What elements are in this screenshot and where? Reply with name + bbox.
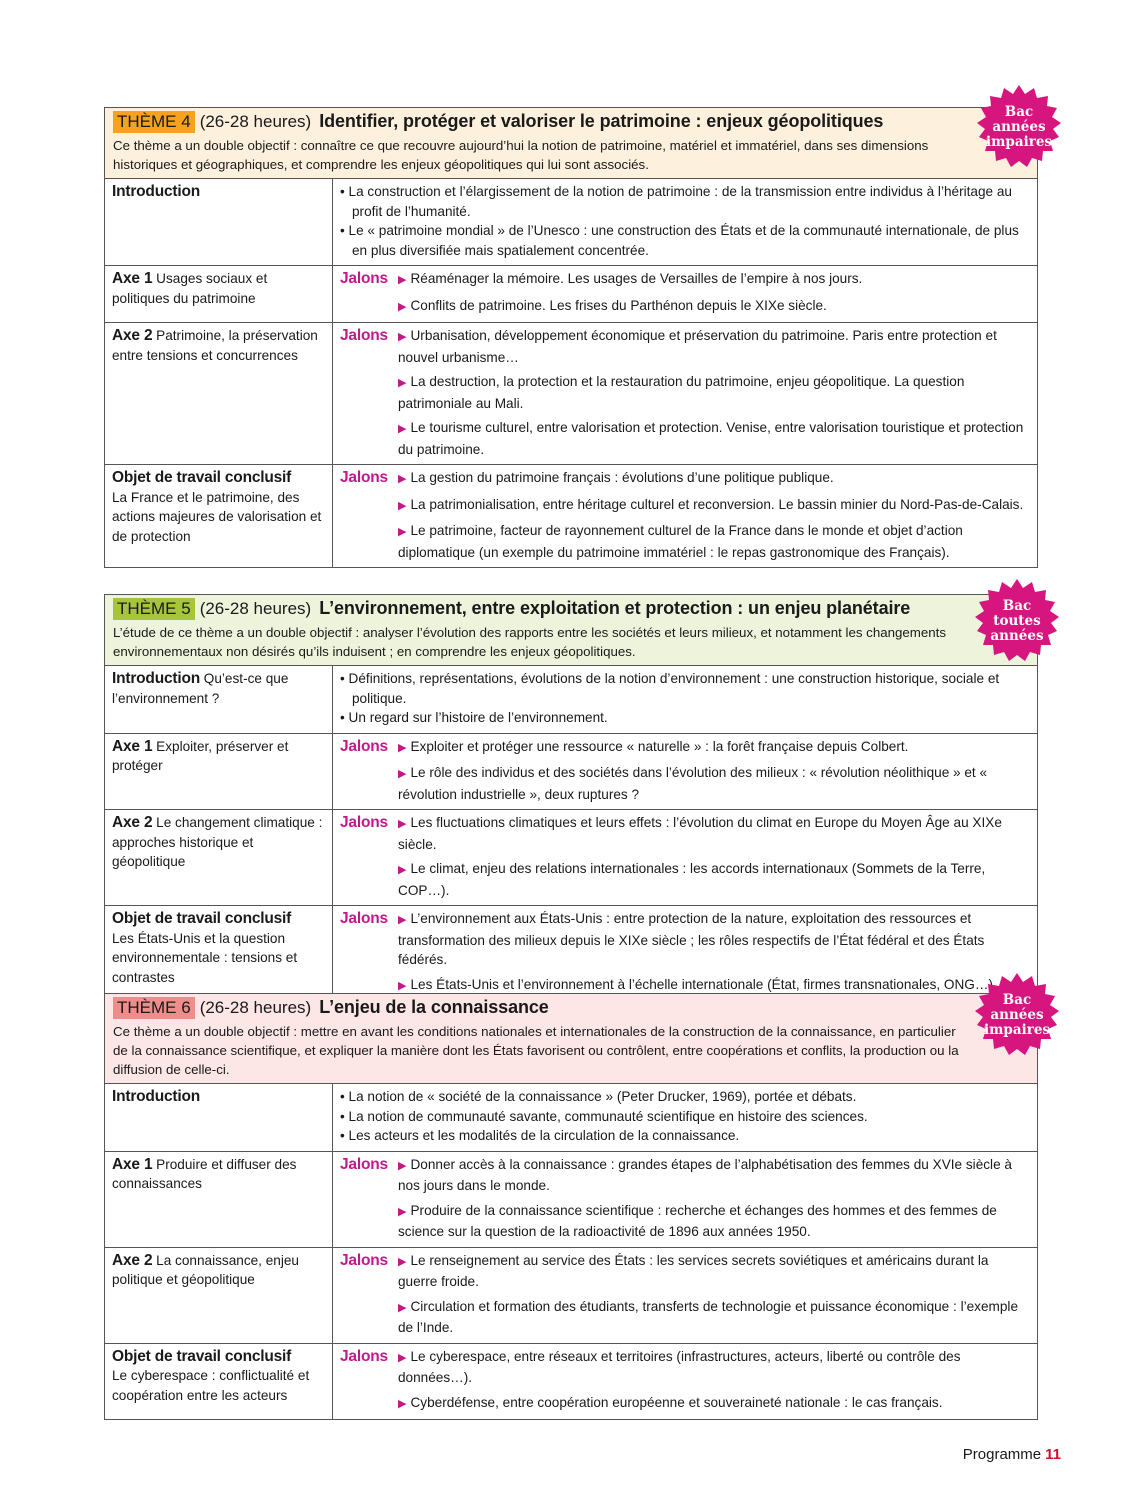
triangle-icon: ▶ [398, 741, 407, 754]
jalons-label: Jalons [340, 469, 388, 486]
theme-tag: THÈME 6 [113, 997, 195, 1019]
list-item: ▶ Le renseignement au service des États : les services secrets soviétiques et américains durant la guerre froide. [398, 1252, 989, 1289]
row-subtitle: Qu’est-ce que l’environnement ? [112, 671, 289, 706]
row-subtitle: Le changement climatique : approches historique et géopolitique [112, 815, 323, 869]
table-row [105, 1343, 1038, 1420]
theme-hours: (26-28 heures) [199, 998, 312, 1017]
row-subtitle: Le cyberespace : conflictualité et coopération entre les acteurs [112, 1368, 310, 1403]
list-item: ▶ Cyberdéfense, entre coopération européenne et souveraineté nationale : le cas français. [398, 1394, 943, 1410]
bac-badge [974, 972, 1060, 1058]
badge-text: Bac années impaires [985, 103, 1053, 150]
triangle-icon: ▶ [398, 1351, 407, 1364]
row-subtitle: La France et le patrimoine, des actions majeures de valorisation et de protection [112, 489, 322, 544]
row-subtitle: Usages sociaux et politiques du patrimoine [112, 271, 268, 306]
triangle-icon: ▶ [398, 526, 407, 538]
triangle-icon: ▶ [398, 274, 407, 286]
list-item: ▶ Produire de la connaissance scientifique : recherche et échanges des hommes et des femmes de science sur la question de la radioactivité de 1896 aux années 1950. [398, 1202, 997, 1239]
intro-bullet: • Les acteurs et les modalités de la circulation de la connaissance. [340, 1128, 740, 1143]
triangle-icon: ▶ [398, 499, 407, 512]
jalons-label: Jalons [340, 1347, 388, 1365]
table-row [105, 810, 1038, 906]
row-heading: Axe 1 [112, 737, 153, 755]
theme-4 [104, 107, 1038, 568]
theme-tag: THÈME 4 [113, 111, 195, 133]
list-item: ▶ Réaménager la mémoire. Les usages de Versailles de l’empire à nos jours. [398, 271, 863, 286]
list-item: ▶ Les fluctuations climatiques et leurs effets : l’évolution du climat en Europe du Moyen Âge au XIXe siècle. [398, 815, 1002, 852]
triangle-icon: ▶ [398, 1397, 407, 1410]
jalons-label: Jalons [340, 1155, 388, 1173]
list-item: ▶ Le rôle des individus et des sociétés dans l’évolution des milieux : « révolution néolithique » et « révolution industrielle », deux ruptures ? [398, 765, 988, 802]
triangle-icon: ▶ [398, 1205, 407, 1218]
list-item: ▶ Conflits de patrimoine. Les frises du Parthénon depuis le XIXe siècle. [398, 297, 827, 313]
triangle-icon: ▶ [398, 768, 407, 780]
list-item: ▶ La gestion du patrimoine français : évolutions d’une politique publique. [398, 470, 834, 485]
table-row [105, 1151, 1038, 1247]
row-heading: Axe 1 [112, 270, 153, 287]
jalons-label: Jalons [340, 270, 388, 287]
theme-header [104, 107, 1038, 178]
row-subtitle: Produire et diffuser des connaissances [112, 1156, 297, 1191]
theme-table [104, 665, 1038, 1002]
theme-tag: THÈME 5 [113, 598, 195, 620]
triangle-icon: ▶ [398, 1159, 407, 1172]
row-subtitle: Les États-Unis et la question environnementale : tensions et contrastes [112, 930, 298, 985]
list-item: ▶ La destruction, la protection et la restauration du patrimoine, enjeu géopolitique. La question patrimoniale au Mali. [398, 374, 965, 411]
theme-6 [104, 993, 1038, 1420]
table-row [105, 733, 1038, 810]
bac-badge [976, 84, 1062, 170]
theme-title: L’enjeu de la connaissance [319, 997, 549, 1017]
triangle-icon: ▶ [398, 1255, 407, 1268]
triangle-icon: ▶ [398, 331, 407, 343]
intro-bullet: • Un regard sur l’histoire de l’environnement. [340, 710, 608, 725]
theme-header [104, 993, 1038, 1083]
theme-header [104, 594, 1038, 665]
list-item: ▶ Urbanisation, développement économique et préservation du patrimoine. Paris entre protection et nouvel urbanisme… [398, 328, 997, 365]
intro-bullet: • Le « patrimoine mondial » de l’Unesco : une construction des États et de la communauté internationale, de plus en plus diversifiée mais spatialement concentrée. [340, 223, 1019, 258]
list-item: ▶ Le cyberespace, entre réseaux et territoires (infrastructures, acteurs, liberté ou contrôle des données…). [398, 1348, 961, 1385]
footer-label: Programme [962, 1446, 1042, 1463]
triangle-icon: ▶ [398, 979, 407, 992]
intro-bullet: • La construction et l’élargissement de la notion de patrimoine : de la transmission entre individus à l’héritage au profit de l’humanité. [340, 184, 1012, 219]
table-row [105, 179, 1038, 266]
row-heading: Introduction [112, 183, 200, 200]
badge-text: Bac toutes années [990, 597, 1044, 644]
row-heading: Objet de travail conclusif [112, 1347, 292, 1365]
triangle-icon: ▶ [398, 423, 407, 435]
list-item: ▶ Exploiter et protéger une ressource « naturelle » : la forêt française depuis Colbert. [398, 738, 909, 754]
triangle-icon: ▶ [398, 1301, 407, 1314]
list-item: ▶ Le tourisme culturel, entre valorisation et protection. Venise, entre valorisation touristique et protection du patrimoine. [398, 420, 1024, 457]
badge-text: Bac années impaires [983, 991, 1051, 1038]
page-number: 11 [1045, 1446, 1061, 1463]
row-heading: Axe 1 [112, 1155, 153, 1173]
list-item: ▶ La patrimonialisation, entre héritage culturel et reconversion. Le bassin minier du Nord-Pas-de-Calais. [398, 496, 1024, 512]
list-item: ▶ L’environnement aux États-Unis : entre protection de la nature, exploitation des ressources et transformation des milieux depuis le XIXe siècle ; les rôles respectifs de l’État fédéral et des États fédérés. [398, 911, 985, 967]
list-item: ▶ Circulation et formation des étudiants, transferts de technologie et puissance économique : l’exemple de l’Inde. [398, 1298, 1018, 1335]
theme-description: Ce thème a un double objectif : connaître ce que recouvre aujourd’hui la notion de patrimoine, matériel et immatériel, dans ses dimensions historiques et géographiques, et comprendre les enjeux géopolitiques qui lui sont associés. [113, 138, 929, 172]
triangle-icon: ▶ [398, 914, 407, 926]
bac-badge [974, 578, 1060, 664]
jalons-label: Jalons [340, 814, 388, 831]
row-subtitle: Exploiter, préserver et protéger [112, 738, 289, 773]
row-heading: Axe 2 [112, 327, 153, 344]
jalons-label: Jalons [340, 737, 388, 755]
row-heading: Axe 2 [112, 1251, 153, 1269]
triangle-icon: ▶ [398, 473, 407, 485]
triangle-icon: ▶ [398, 864, 407, 876]
intro-bullet: • La notion de communauté savante, communauté scientifique en histoire des sciences. [340, 1108, 868, 1124]
triangle-icon: ▶ [398, 818, 407, 830]
theme-description: Ce thème a un double objectif : mettre en avant les conditions nationales et internationales de la construction de la connaissance, en particulier de la connaissance scientifique, et expliquer la manière dont les États favorisent ou contrôlent, entre coopérations et conflits, la production ou la diffusion de celle-ci. [113, 1024, 959, 1077]
row-heading: Objet de travail conclusif [112, 469, 292, 486]
page-footer [963, 1446, 1061, 1463]
list-item: ▶ Le patrimoine, facteur de rayonnement culturel de la France dans le monde et objet d’action diplomatique (un exemple du patrimoine immatériel : le repas gastronomique des Français). [398, 523, 963, 560]
row-heading: Objet de travail conclusif [112, 910, 292, 927]
jalons-label: Jalons [340, 910, 388, 927]
jalons-label: Jalons [340, 327, 388, 344]
list-item: ▶ Donner accès à la connaissance : grandes étapes de l’alphabétisation des femmes du XVIe siècle à nos jours dans le monde. [398, 1156, 1012, 1193]
row-heading: Introduction [112, 1088, 200, 1105]
jalons-label: Jalons [340, 1251, 388, 1269]
table-row [105, 465, 1038, 568]
theme-title: Identifier, protéger et valoriser le patrimoine : enjeux géopolitiques [319, 111, 884, 131]
table-row [105, 906, 1038, 1002]
row-subtitle: La connaissance, enjeu politique et géopolitique [112, 1252, 299, 1287]
table-row [105, 266, 1038, 323]
theme-hours: (26-28 heures) [199, 599, 312, 618]
theme-hours: (26-28 heures) [199, 112, 312, 131]
intro-bullet: • Définitions, représentations, évolutions de la notion d’environnement : une construction historique, sociale et politique. [340, 671, 1000, 706]
theme-5 [104, 594, 1038, 1002]
theme-title: L’environnement, entre exploitation et protection : un enjeu planétaire [319, 598, 911, 618]
row-heading: Axe 2 [112, 814, 153, 831]
list-item: ▶ Les États-Unis et l’environnement à l’échelle internationale (État, firmes transnationales, ONG…). [398, 976, 997, 992]
triangle-icon: ▶ [398, 377, 407, 389]
table-row [105, 323, 1038, 465]
triangle-icon: ▶ [398, 300, 407, 313]
table-row [105, 666, 1038, 734]
theme-table [104, 1083, 1038, 1420]
row-heading: Introduction [112, 670, 200, 687]
table-row [105, 1247, 1038, 1343]
table-row [105, 1084, 1038, 1152]
list-item: ▶ Le climat, enjeu des relations internationales : les accords internationaux (Sommets de la Terre, COP…). [398, 861, 986, 898]
theme-table [104, 178, 1038, 568]
row-subtitle: Patrimoine, la préservation entre tensions et concurrences [112, 328, 318, 363]
theme-description: L’étude de ce thème a un double objectif : analyser l’évolution des rapports entre les sociétés et leurs milieux, et notamment les changements environnementaux non désirés qu’ils induisent ; en comprendre les enjeux géopolitiques. [113, 625, 947, 659]
intro-bullet: • La notion de « société de la connaissance » (Peter Drucker, 1969), portée et débats. [340, 1089, 857, 1104]
